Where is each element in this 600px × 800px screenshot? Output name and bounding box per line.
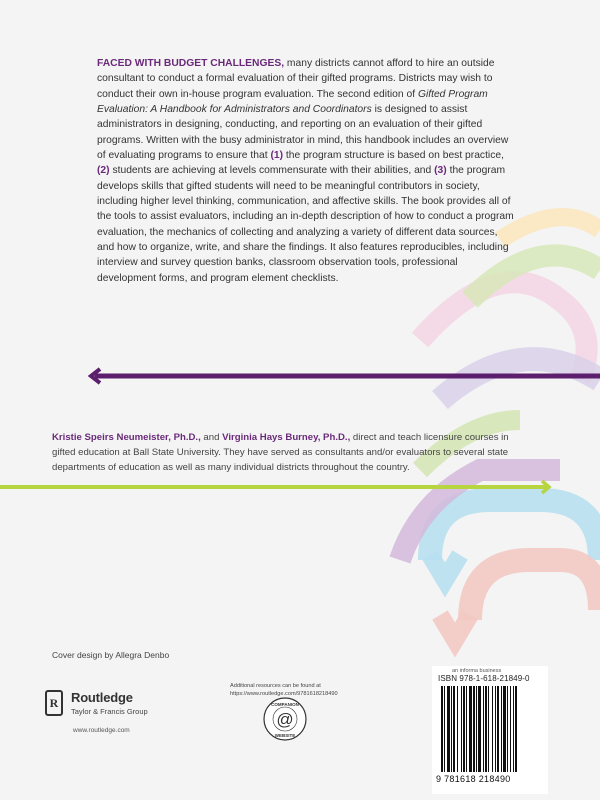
book-title: Gifted Program Evaluation: A Handbook for Administrators and Coordinators [97,88,488,116]
point-2-marker: (2) [97,165,110,177]
barcode-bar [507,686,508,772]
author-bio [52,430,522,475]
barcode-bar [478,686,481,772]
cover-design-credit: Cover design by Allegra Denbo [52,650,170,660]
barcode-bar [461,686,462,772]
barcode-icon [440,686,544,772]
barcode-bar [447,686,450,772]
point-1-marker: (1) [270,150,284,162]
blurb-text-3: the program structure is based on best practice, [283,150,504,162]
back-cover-blurb [97,56,517,286]
author-1-name: Kristie Speirs Neumeister, Ph.D., [52,432,201,443]
resources-url[interactable]: https://www.routledge.com/9781618218490 [230,690,338,697]
barcode-bar [476,686,477,772]
barcode-bar [513,686,514,772]
barcode-bar [453,686,455,772]
routledge-logo-icon [45,690,63,716]
blurb-text-4: students are achieving at levels commensurate with their abilities, and [109,165,435,177]
barcode-bar [469,686,472,772]
barcode-bar [495,686,496,772]
badge-at-symbol: @ [276,710,294,729]
author-and: and [200,432,223,443]
badge-top-text: COMPANION [271,702,299,707]
barcode-bar [492,686,493,772]
blue-arrowhead [430,555,460,580]
resources-line-1: Additional resources can be found at [230,683,321,689]
barcode-bar [457,686,458,772]
barcode-bar [451,686,452,772]
author-bio-text: direct and teach licensure courses in gifted education at Ball State University. They have served as consultants and/or evaluators to several state departments of education as well as many individual districts throughout the country. [52,432,509,473]
barcode-bar [444,686,445,772]
barcode-bar [488,686,489,772]
publisher-url[interactable]: www.routledge.com [73,727,130,734]
barcode-bar [503,686,506,772]
companion-website-badge-icon [262,696,308,742]
author-2-name: Virginia Hays Burney, Ph.D., [222,432,351,443]
publisher-block [45,688,185,738]
logo-letter: R [49,696,59,710]
badge-bottom-text: WEBSITE [274,733,296,738]
publisher-tagline: Taylor & Francis Group [71,707,148,716]
barcode-digits: 9 781618 218490 [436,774,511,784]
salmon-arc [470,560,600,620]
blurb-text-2: is designed to assist administrators in designing, conducting, and reporting on an evaluation of their gifted programs. Written with the busy administrator in mind, this handbook includes an overview of evaluating programs to ensure that [97,104,509,162]
blurb-text-5: the program develops skills that gifted students will need to be meaningful contributors in society, including higher level thinking, communication, and affective skills. The book provides all of the tools to assist evaluators, including an in-depth description of how to conduct a program evaluation, the mechanics of collecting and analyzing a variety of different data sources, and how to organize, write, and share the findings. It also features reproducibles, including interview and survey question banks, classroom observation tools, professional development forms, and program element checklists. [97,165,514,284]
barcode-bar [515,686,517,772]
barcode-bar [466,686,467,772]
informa-business-label: an informa business [452,668,502,674]
blurb-text-1: many districts cannot afford to hire an outside consultant to conduct a formal evaluation of their gifted programs. Districts may wish to conduct their own in-house program evaluation. The second edition of [97,58,495,100]
barcode-bar [497,686,499,772]
barcode-bar [463,686,465,772]
point-3-marker: (3) [434,165,447,177]
salmon-arrowhead [440,615,470,640]
lavender-arc [440,359,600,400]
barcode-bar [441,686,443,772]
publisher-name: Routledge [71,690,133,705]
barcode-bar [473,686,475,772]
barcode-bar [483,686,484,772]
barcode-bar [501,686,502,772]
barcode-bar [485,686,487,772]
barcode-bar [510,686,511,772]
blurb-lead: FACED WITH BUDGET CHALLENGES, [97,58,285,69]
isbn-number: ISBN 978-1-618-21849-0 [438,674,530,683]
